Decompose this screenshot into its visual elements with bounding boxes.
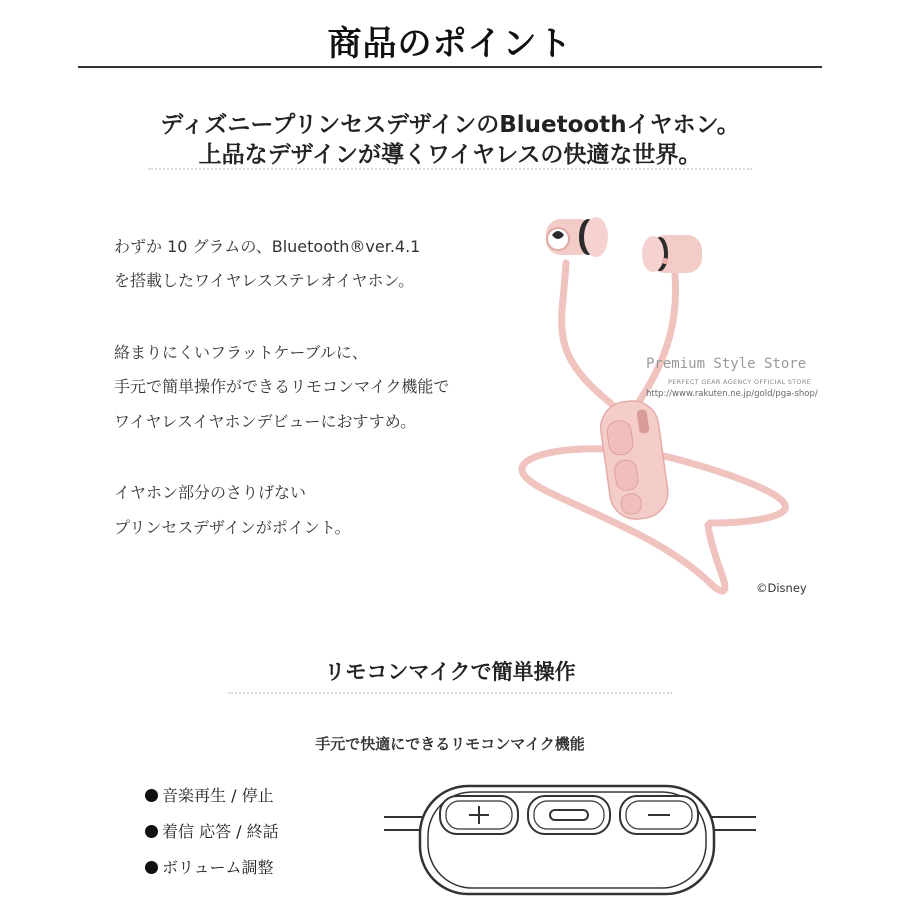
description-line: わずか 10 グラムの、Bluetooth®ver.4.1	[114, 237, 421, 256]
section-title: リモコンマイクで簡単操作	[324, 660, 576, 684]
bullet-icon	[145, 825, 158, 838]
remote-control-diagram	[380, 770, 760, 900]
description-line: イヤホン部分のさりげない	[114, 483, 307, 502]
description-line: ワイヤレスイヤホンデビューにおすすめ。	[114, 412, 417, 431]
title-divider	[78, 66, 822, 68]
section-divider	[228, 692, 672, 694]
feature-label: 音楽再生 / 停止	[162, 786, 274, 805]
watermark-title: Premium Style Store	[646, 356, 807, 372]
headline-line-1: ディズニープリンセスデザインのBluetoothイヤホン。	[160, 112, 740, 138]
feature-item	[145, 819, 279, 842]
headline-divider	[148, 168, 752, 170]
headline-line-2: 上品なデザインが導くワイヤレスの快適な世界。	[198, 142, 702, 168]
description-line: プリンセスデザインがポイント。	[114, 518, 351, 537]
page-title: 商品のポイント	[327, 24, 573, 64]
section-subtitle: 手元で快適にできるリモコンマイク機能	[315, 735, 585, 753]
description-line: を搭載したワイヤレスステレオイヤホン。	[114, 271, 415, 290]
feature-item	[145, 855, 274, 878]
copyright-notice: ©Disney	[756, 581, 807, 595]
pink-earphones-image	[510, 205, 830, 605]
description-line: 手元で簡単操作ができるリモコンマイク機能で	[114, 377, 450, 396]
watermark-agency: PERFECT GEAR AGENCY OFFICIAL STORE	[668, 378, 812, 386]
description-line: 絡まりにくいフラットケーブルに、	[114, 343, 368, 362]
feature-label: 着信 応答 / 終話	[162, 822, 279, 841]
bullet-icon	[145, 861, 158, 874]
feature-item	[145, 783, 274, 806]
bullet-icon	[145, 789, 158, 802]
watermark-url: http://www.rakuten.ne.jp/gold/pga-shop/	[646, 389, 818, 399]
feature-label: ボリューム調整	[162, 858, 274, 877]
